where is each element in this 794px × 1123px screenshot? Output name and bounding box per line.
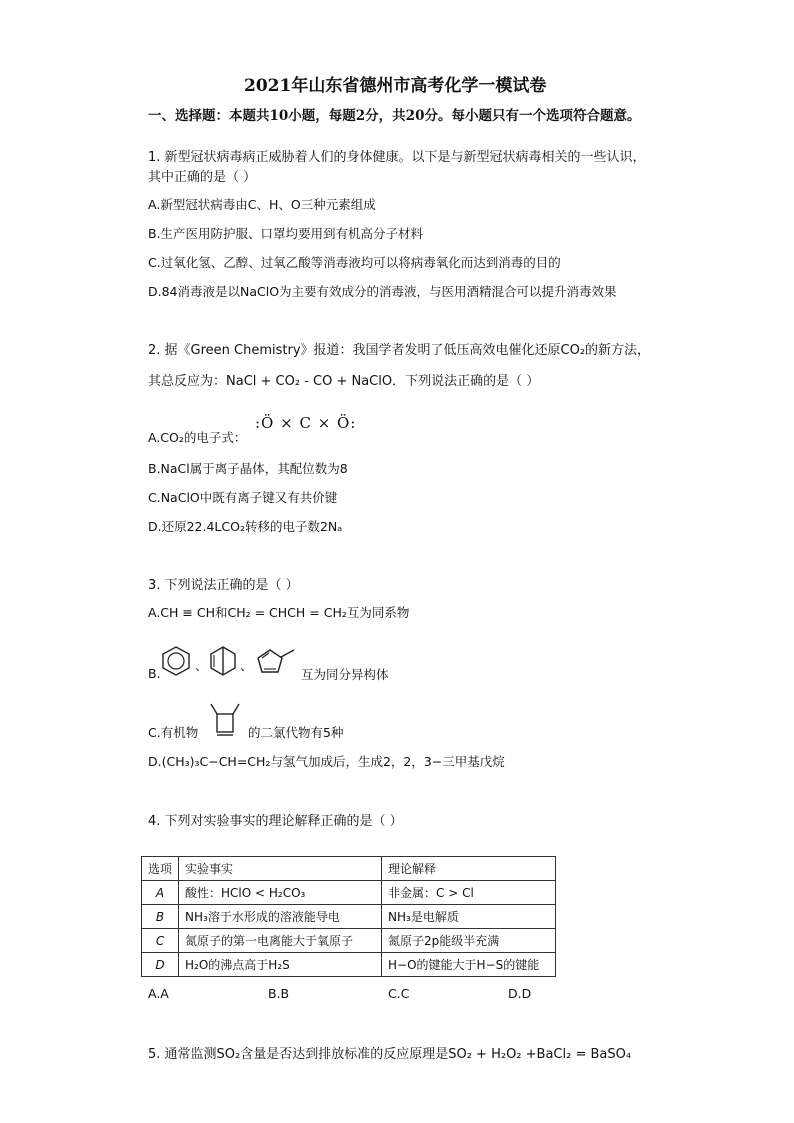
question-4-answer-c: C.C (388, 986, 410, 1001)
table-header-cell: 理论解释 (382, 857, 556, 881)
question-1-option-a: A.新型冠状病毒由C、H、O三种元素组成 (148, 197, 376, 212)
separator-1: 、 (195, 658, 208, 673)
table-cell: C (142, 929, 179, 953)
dewar-benzene-structure-image (208, 644, 238, 678)
table-header-cell: 选项 (142, 857, 179, 881)
question-3-option-c-text: 的二氯代物有5种 (248, 725, 344, 740)
co2-electron-formula: :Ö × C × Ö: (255, 414, 357, 432)
question-3-option-b-label: B. (148, 666, 161, 681)
question-1-option-c: C.过氧化氢、乙醇、过氧乙酸等消毒液均可以将病毒氧化而达到消毒的目的 (148, 255, 561, 270)
table-cell: D (142, 953, 179, 977)
question-3-stem: 3. 下列说法正确的是（ ） (148, 578, 299, 593)
table-cell: NH₃溶于水形成的溶液能导电 (179, 905, 382, 929)
question-4-stem: 4. 下列对实验事实的理论解释正确的是（ ） (148, 814, 403, 829)
question-3-option-a: A.CH ≡ CH和CH₂ = CHCH = CH₂互为同系物 (148, 605, 410, 620)
question-3-option-d: D.(CH₃)₃C−CH=CH₂与氢气加成后，生成2，2，3−三甲基戊烷 (148, 754, 505, 769)
table-cell: 氮原子2p能级半充满 (382, 929, 556, 953)
question-2-option-d: D.还原22.4LCO₂转移的电子数2Nₐ (148, 519, 343, 534)
table-cell: B (142, 905, 179, 929)
table-cell: A (142, 881, 179, 905)
section-heading: 一、选择题：本题共10小题，每题2分，共20分。每小题只有一个选项符合题意。 (148, 108, 641, 124)
question-1-option-b: B.生产医用防护服、口罩均要用到有机高分子材料 (148, 226, 424, 241)
table-cell: 非金属：C > Cl (382, 881, 556, 905)
table-row (142, 905, 556, 929)
separator-2: 、 (240, 658, 253, 673)
table-cell: H−O的键能大于H−S的键能 (382, 953, 556, 977)
question-1-option-d: D.84消毒液是以NaClO为主要有效成分的消毒液，与医用酒精混合可以提升消毒效果 (148, 284, 617, 299)
page-title: 2021年山东省德州市高考化学一模试卷 (244, 76, 547, 96)
table-cell: H₂O的沸点高于H₂S (179, 953, 382, 977)
question-4-answer-d: D.D (508, 986, 532, 1001)
question-2-option-c: C.NaClO中既有离子键又有共价键 (148, 490, 338, 505)
question-2-option-a: A.CO₂的电子式： (148, 430, 247, 445)
table-cell: NH₃是电解质 (382, 905, 556, 929)
question-3-option-b-text: 互为同分异构体 (301, 667, 389, 682)
table-row (142, 929, 556, 953)
question-1-stem-line2: 其中正确的是（ ） (148, 170, 257, 185)
methylcyclopentadiene-structure-image (254, 644, 298, 678)
table-header-cell: 实验事实 (179, 857, 382, 881)
cyclobutene-structure-image (205, 700, 245, 740)
table-header-row (142, 857, 556, 881)
question-2-stem-line1: 2. 据《Green Chemistry》报道：我国学者发明了低压高效电催化还原CO₂的新方法， (148, 343, 651, 358)
table-row (142, 953, 556, 977)
benzene-structure-image (160, 644, 192, 678)
question-2-option-b: B.NaCl属于离子晶体，其配位数为8 (148, 461, 348, 476)
table-cell: 酸性：HClO < H₂CO₃ (179, 881, 382, 905)
experiment-table (141, 856, 556, 977)
question-3-option-c-label: C.有机物 (148, 725, 199, 740)
question-4-answer-a: A.A (148, 986, 169, 1001)
question-4-answer-b: B.B (268, 986, 290, 1001)
question-2-stem-line2: 其总反应为：NaCl + CO₂ - CO + NaClO．下列说法正确的是（ ） (148, 374, 540, 389)
table-row (142, 881, 556, 905)
question-5-stem: 5. 通常监测SO₂含量是否达到排放标准的反应原理是SO₂ + H₂O₂ +BaCl₂ = BaSO₄ (148, 1047, 632, 1062)
question-1-stem-line1: 1. 新型冠状病毒病正威胁着人们的身体健康。以下是与新型冠状病毒相关的一些认识， (148, 150, 646, 165)
table-cell: 氮原子的第一电离能大于氧原子 (179, 929, 382, 953)
